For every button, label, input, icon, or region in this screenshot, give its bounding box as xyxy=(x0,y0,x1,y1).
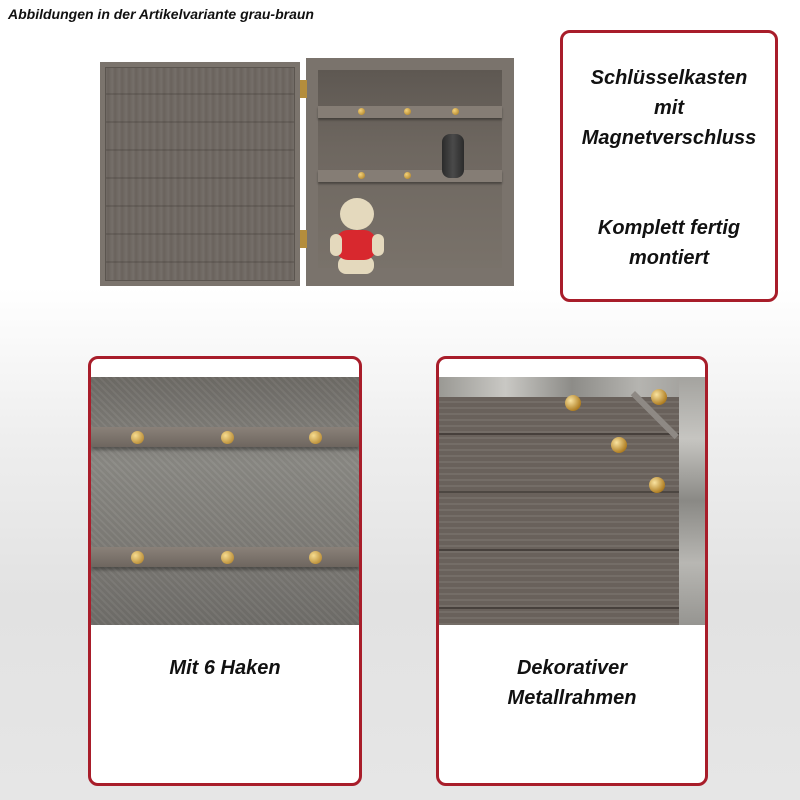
hook-icon xyxy=(131,551,144,564)
hook-icon xyxy=(358,172,365,179)
stud-icon xyxy=(611,437,627,453)
teddy-arm xyxy=(372,234,384,256)
cabinet-door xyxy=(100,62,300,286)
feature-box xyxy=(560,30,778,302)
teddy-shirt xyxy=(336,230,376,260)
teddy-arm xyxy=(330,234,342,256)
hook-icon xyxy=(404,108,411,115)
hook-icon xyxy=(404,172,411,179)
key-cabinet-photo xyxy=(100,58,514,290)
feature-text-assembled: Komplett fertig montiert xyxy=(597,217,741,269)
detail-box-frame xyxy=(436,356,708,786)
metal-frame-closeup-photo xyxy=(439,377,705,625)
hook-icon xyxy=(309,551,322,564)
stud-icon xyxy=(565,395,581,411)
stud-icon xyxy=(651,389,667,405)
hook-icon xyxy=(358,108,365,115)
hook-icon xyxy=(221,431,234,444)
teddy-head xyxy=(340,198,374,230)
hook-icon xyxy=(452,108,459,115)
hooks-label: Mit 6 Haken xyxy=(169,657,281,679)
hook-icon xyxy=(309,431,322,444)
frame-label: Dekorativer Metallrahmen xyxy=(507,657,637,709)
hinge-icon xyxy=(300,230,307,248)
metal-frame-right xyxy=(679,377,705,625)
hooks-closeup-photo xyxy=(91,377,359,625)
detail-box-hooks xyxy=(88,356,362,786)
car-key-icon xyxy=(442,134,464,178)
stud-icon xyxy=(649,477,665,493)
hook-icon xyxy=(131,431,144,444)
hinge-icon xyxy=(300,80,307,98)
caption: Abbildungen in der Artikelvariante grau-braun xyxy=(8,6,314,22)
feature-text-magnet: Schlüsselkasten mit Magnetverschluss xyxy=(581,67,757,149)
hook-icon xyxy=(221,551,234,564)
